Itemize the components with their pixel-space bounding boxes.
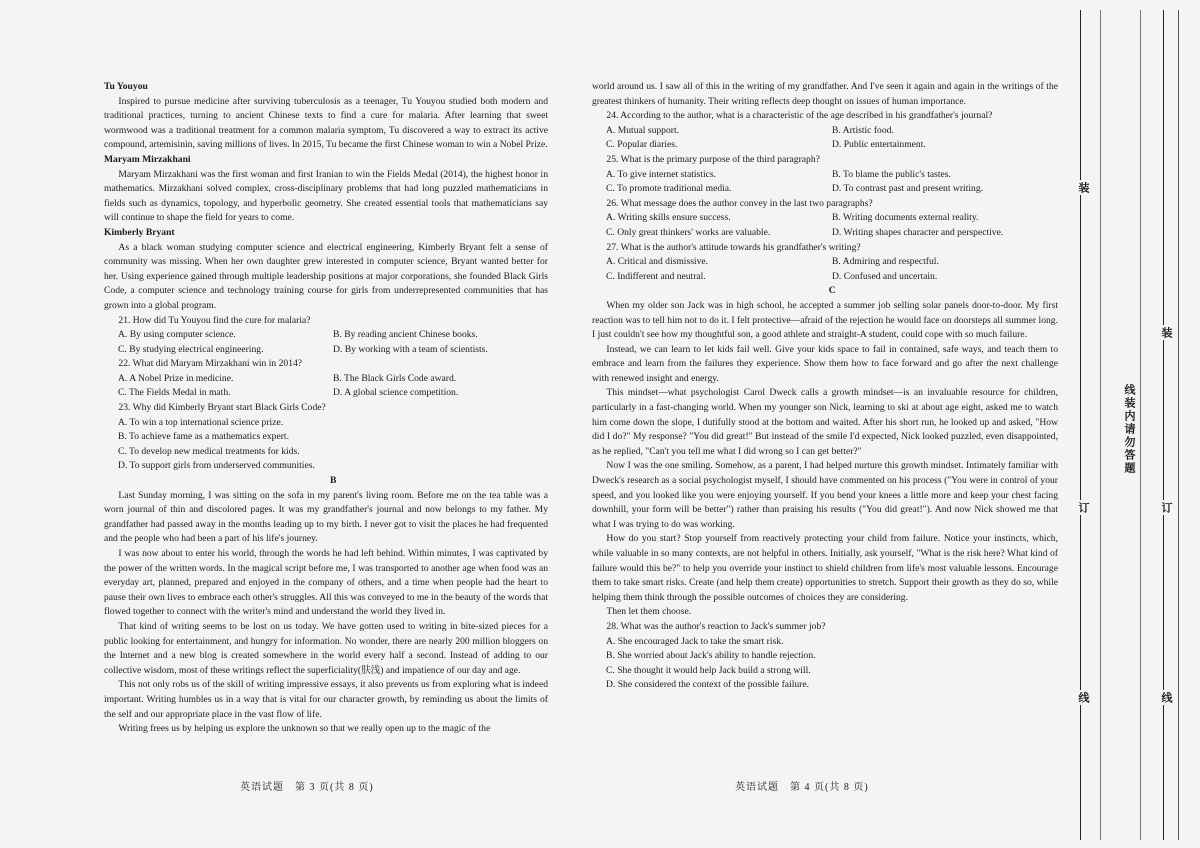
- answer-option: C. Only great thinkers' works are valuable.: [606, 226, 771, 238]
- question: 21. How did Tu Youyou find the cure for malaria?: [118, 314, 311, 326]
- answer-option: B. To achieve fame as a mathematics expert.: [118, 431, 289, 443]
- binding-char-ding-outer: 订: [1160, 502, 1172, 513]
- answer-options: [592, 635, 1058, 693]
- section-heading: Kimberly Bryant: [104, 226, 175, 238]
- answer-options: [592, 124, 1058, 153]
- passage-label: C: [828, 285, 836, 297]
- left-column: [104, 80, 548, 737]
- binding-line-outer: [1163, 10, 1164, 840]
- question: 23. Why did Kimberly Bryant start Black Girls Code?: [118, 402, 326, 414]
- paragraph: Maryam Mirzakhani was the first woman and first Iranian to win the Fields Medal (2014), the highest honor in mathematics. Mirzakhani solved complex, cross-disciplinary problems that had long puzzled mathematicians in fields such as dynamics, topology, and hyperbolic geometry. She created essential tools that mathematicians say will continue to shape the field for years to come.: [104, 168, 548, 224]
- answer-option: B. To blame the public's tastes.: [832, 168, 951, 180]
- answer-options: [592, 255, 1058, 284]
- answer-options: [104, 372, 548, 401]
- page-footer-left: 英语试题 第 3 页(共 8 页): [240, 782, 374, 793]
- question: 25. What is the primary purpose of the third paragraph?: [606, 153, 820, 165]
- answer-option: A. To give internet statistics.: [606, 168, 716, 180]
- answer-option: C. To promote traditional media.: [606, 183, 732, 195]
- question: 24. According to the author, what is a characteristic of the age described in his grandfather's journal?: [606, 110, 993, 122]
- passage-label: B: [329, 475, 337, 487]
- answer-option: D. She considered the context of the possible failure.: [606, 679, 810, 691]
- paragraph: I was now about to enter his world, through the words he had left behind. Within minutes, I was captivated by the power of the written words. In the magical script before me, I was transported to another age when food was an everyday art, planned, prepared and enjoyed in the company of others, and a time when people had the heart to pause their own lives to embrace each other's struggles. All this was conveyed to me in the beauty of the words that flowed together to connect with the writer's mind and understand the world they lived in.: [104, 548, 548, 618]
- answer-option: B. Artistic food.: [832, 124, 894, 136]
- answer-option: B. Admiring and respectful.: [832, 256, 939, 268]
- section-heading: Maryam Mirzakhani: [104, 153, 191, 165]
- answer-option: B. She worried about Jack's ability to handle rejection.: [606, 650, 816, 662]
- answer-option: A. A Nobel Prize in medicine.: [118, 372, 234, 384]
- binding-char-zhuang-outer: 装: [1160, 327, 1172, 338]
- answer-option: D. Public entertainment.: [832, 139, 926, 151]
- answer-option: B. By reading ancient Chinese books.: [333, 329, 478, 341]
- answer-option: C. By studying electrical engineering.: [118, 343, 264, 355]
- paragraph: Then let them choose.: [606, 606, 692, 618]
- paragraph: How do you start? Stop yourself from reactively protecting your child from failure. Notice your instincts, which, while valuable in so many contexts, are not helpful in others. Initially, ask yourself, "What is the risk here? What kind of failure would this be?" to help you override your instinct to shield children from life's most valuable lessons. Encourage them to take smart risks. Create (and help them create) opportunities to stretch. Support their growth as they do so, while helping them think through the possible outcomes of choices they are considering.: [592, 533, 1058, 603]
- answer-option: A. To win a top international science prize.: [118, 416, 284, 428]
- binding-line-edge: [1178, 10, 1179, 840]
- binding-note: 线装内请勿答题: [1121, 380, 1137, 479]
- answer-option: D. To support girls from underserved communities.: [118, 460, 315, 472]
- answer-option: A. She encouraged Jack to take the smart risk.: [606, 635, 784, 647]
- binding-char-xian-outer: 线: [1160, 692, 1172, 703]
- answer-options: [592, 168, 1058, 197]
- paragraph: world around us. I saw all of this in the writing of my grandfather. And I've seen it again and again in the writings of the greatest thinkers of humanity. Their writing reflects deep thought on issues of human importance.: [592, 81, 1058, 107]
- binding-char-ding-inner: 订: [1077, 502, 1089, 513]
- paragraph: This not only robs us of the skill of writing impressive essays, it also prevents us from exploring what is indeed important. Writing humbles us in a way that is vital for our character growth, by reminding us about the limits of the self and our appropriate place in the vast flow of life.: [104, 679, 548, 720]
- answer-option: A. Writing skills ensure success.: [606, 212, 731, 224]
- page-footer-right: 英语试题 第 4 页(共 8 页): [735, 782, 869, 793]
- question: 22. What did Maryam Mirzakhani win in 2014?: [118, 358, 303, 370]
- paragraph: Now I was the one smiling. Somehow, as a parent, I had helped nurture this growth mindset. Intimately familiar with Dweck's research as a social psychologist myself, I should have commented on his process ("You were in control of your speed, and you looked like you were enjoying yourself. If you bend your knees a little more and keep your chest facing downhill, your form will be better") rather than praising his results ("You did great!"). And now Nick showed me that what I was trying to do was working.: [592, 460, 1058, 530]
- question: 26. What message does the author convey in the last two paragraphs?: [606, 197, 873, 209]
- paragraph: As a black woman studying computer science and electrical engineering, Kimberly Bryant felt a sense of community was missing. When her own daughter grew interested in computer science, Bryant wanted better for her. Using experience gained through multiple leadership positions at major corporations, she founded Black Girls Code, a computer science and technology training course for girls from underrepresented communities that has grown into a global program.: [104, 241, 548, 311]
- paragraph: This mindset—what psychologist Carol Dweck calls a growth mindset—is an invaluable resource for children, particularly in a fast-changing world. When my younger son Nick, learning to ski at about age eight, asked me to watch him come down the slope, I dutifully stood at the bottom and waited. After his short run, he looked up and asked, "How did I do?" My response? "You did great!" But instead of the smile I'd expected, Nick looked puzzled, even disappointed, as he replied, "Can't you tell me what I did wrong so I can get better?": [592, 387, 1058, 457]
- answer-options: [592, 211, 1058, 240]
- answer-option: D. To contrast past and present writing.: [832, 183, 984, 195]
- binding-char-xian-inner: 线: [1077, 692, 1089, 703]
- answer-option: C. She thought it would help Jack build a strong will.: [606, 664, 811, 676]
- question: 27. What is the author's attitude towards his grandfather's writing?: [606, 241, 861, 253]
- answer-option: D. Confused and uncertain.: [832, 270, 938, 282]
- answer-option: C. The Fields Medal in math.: [118, 387, 231, 399]
- answer-option: D. By working with a team of scientists.: [333, 343, 488, 355]
- answer-option: B. The Black Girls Code award.: [333, 372, 457, 384]
- binding-char-zhuang-inner: 装: [1077, 182, 1089, 193]
- section-heading: Tu Youyou: [104, 81, 148, 92]
- answer-option: D. Writing shapes character and perspective.: [832, 226, 1004, 238]
- paragraph: Instead, we can learn to let kids fail well. Give your kids space to fail in contained, safe ways, and teach them to embrace and learn from the failures they experience. Show them how to face forward and go after the next challenge with renewed insight and energy.: [592, 343, 1058, 384]
- answer-option: C. To develop new medical treatments for kids.: [118, 445, 300, 457]
- paragraph: When my older son Jack was in high school, he accepted a summer job selling solar panels door-to-door. My first reaction was to tell him not to do it. I felt protective—afraid of the rejection he would face on doorsteps all summer long. I just couldn't see how my thoughtful son, a good athlete and straight-A student, could cope with so much failure.: [592, 299, 1058, 341]
- right-column: [592, 80, 1058, 693]
- binding-line-middle-2: [1100, 10, 1101, 840]
- answer-options: [104, 416, 548, 474]
- answer-option: A. Mutual support.: [606, 124, 680, 136]
- paragraph: That kind of writing seems to be lost on us today. We have gotten used to writing in bite-sized pieces for a public looking for entertainment, and hungry for information. No wonder, there are nearly 200 million bloggers on the Internet and a new blog is created somewhere in the world every half a second. Instead of adding to our collective wisdom, most of these writings reflect the superficiality(肤浅) and impatience of our day and age.: [104, 620, 548, 676]
- answer-option: C. Indifferent and neutral.: [606, 270, 706, 282]
- paragraph: Writing frees us by helping us explore the unknown so that we really open up to the magic of the: [118, 723, 491, 735]
- answer-options: [104, 328, 548, 357]
- answer-option: A. Critical and dismissive.: [606, 256, 709, 268]
- binding-line-middle: [1140, 10, 1141, 840]
- question: 28. What was the author's reaction to Jack's summer job?: [606, 620, 826, 632]
- answer-option: C. Popular diaries.: [606, 139, 678, 151]
- paragraph: Inspired to pursue medicine after surviving tuberculosis as a teenager, Tu Youyou studied both modern and traditional practices, turning to ancient Chinese texts to find a cure for malaria. After learning that sweet wormwood was a traditional treatment for a common malaria symptom, Tu discovered a way to extract its active compound, artemisinin, saving millions of lives. In 2015, Tu became the first Chinese woman to win a Nobel Prize.: [104, 95, 548, 151]
- paragraph: Last Sunday morning, I was sitting on the sofa in my parent's living room. Before me on the tea table was a worn journal of thin and discolored pages. It was my grandfather's journal and now belongs to my father. My grandfather had passed away in the months leading up to my birth. I never got to visit the places he had frequented and the people who had been a part of his life's journey.: [104, 489, 548, 545]
- binding-line-inner: [1080, 10, 1081, 840]
- answer-option: A. By using computer science.: [118, 329, 236, 341]
- answer-option: B. Writing documents external reality.: [832, 212, 979, 224]
- answer-option: D. A global science competition.: [333, 387, 459, 399]
